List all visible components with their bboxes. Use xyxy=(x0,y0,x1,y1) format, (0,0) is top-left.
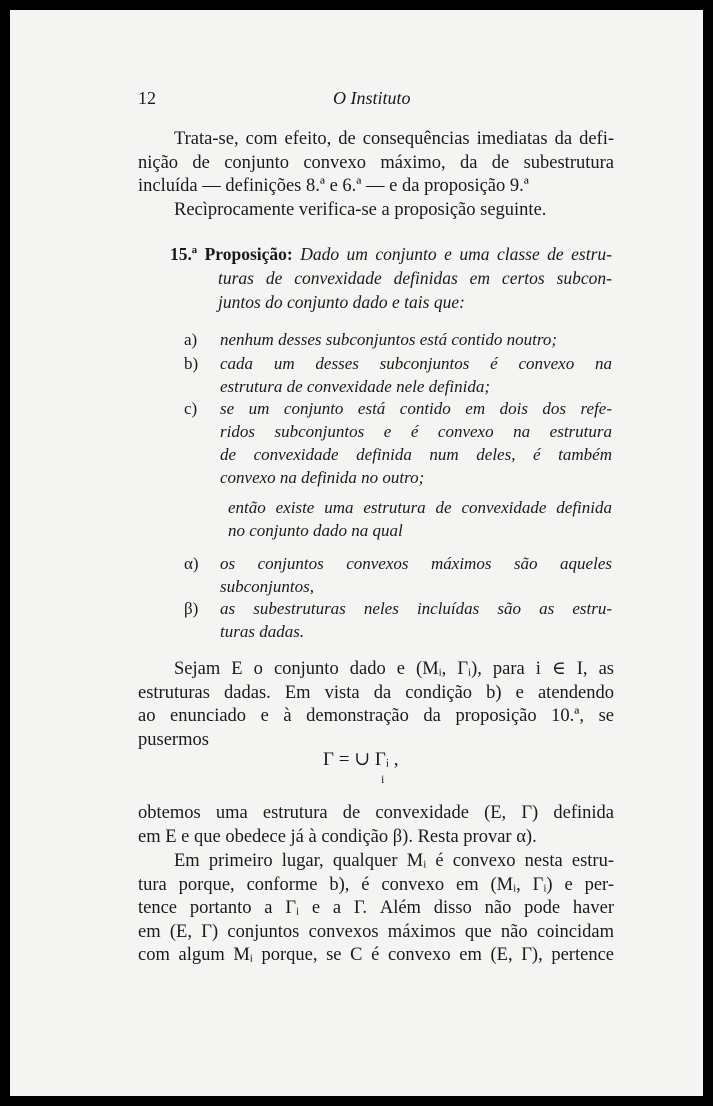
book-page xyxy=(10,10,703,1096)
text-line: pusermos xyxy=(138,729,209,750)
condition-b xyxy=(184,352,612,398)
text-line: estruturas dadas. Em vista da condição b) e atendendo xyxy=(138,682,614,703)
proposition-line: turas de convexidade definidas em certos subcon- xyxy=(218,268,612,288)
text-line: de convexidade definida num deles, é também xyxy=(220,445,612,464)
formula xyxy=(323,748,399,786)
text-line: ao enunciado e à demonstração da proposição 10.ª, se xyxy=(138,706,614,726)
text-line: nenhum desses subconjuntos está contido noutro; xyxy=(220,330,557,349)
text-line: em (E, Γ) conjuntos convexos máximos que não coincidam xyxy=(138,921,614,942)
text-line: ridos subconjuntos e é convexo na estrutura xyxy=(220,422,612,441)
text-line: estrutura de convexidade nele definida; xyxy=(220,377,491,396)
proposition-15 xyxy=(170,242,612,314)
paragraph-3 xyxy=(138,658,614,752)
item-label: α) xyxy=(184,554,199,573)
proposition-line: juntos do conjunto dado e tais que: xyxy=(218,292,465,312)
text-line: nição de conjunto convexo máximo, da de subestrutura xyxy=(138,152,614,173)
page-number: 12 xyxy=(138,88,156,108)
text-line: com algum Mᵢ porque, se C é convexo em (E, Γ), pertence xyxy=(138,945,614,965)
item-alpha xyxy=(184,552,612,598)
running-title: O Instituto xyxy=(333,88,411,108)
proposition-label: 15.ª Proposição: xyxy=(170,244,293,264)
text-line: subconjuntos, xyxy=(220,577,314,596)
item-label: β) xyxy=(184,599,199,618)
proposition-line: Dado um conjunto e uma classe de estru- xyxy=(300,244,612,264)
text-line: obtemos uma estrutura de convexidade (E, Γ) definida xyxy=(138,803,614,823)
then-clause xyxy=(228,496,612,542)
text-line: incluída — definições 8.ª e 6.ª — e da proposição 9.ª xyxy=(138,176,529,196)
text-line: em E e que obedece já à condição β). Resta provar α). xyxy=(138,826,537,847)
text-line: tura porque, conforme b), é convexo em (Mᵢ, Γᵢ) e per- xyxy=(138,874,614,895)
formula-main: Γ = ∪ Γᵢ , xyxy=(323,749,399,770)
item-label: c) xyxy=(184,399,198,418)
text-line: as subestruturas neles incluídas são as estru- xyxy=(220,599,612,618)
text-line: cada um desses subconjuntos é convexo na xyxy=(220,354,612,373)
text-line: no conjunto dado na qual xyxy=(228,521,403,540)
text-line xyxy=(170,242,612,266)
paragraph-4 xyxy=(138,802,614,849)
paragraph-1 xyxy=(138,128,614,222)
text-line: Sejam E o conjunto dado e (Mᵢ, Γᵢ), para i ∈ I, as xyxy=(174,659,614,679)
formula-subscript: i xyxy=(381,772,385,786)
text-line: tence portanto a Γᵢ e a Γ. Além disso não pode haver xyxy=(138,898,614,918)
text-line: os conjuntos convexos máximos são aqueles xyxy=(220,554,612,573)
condition-c xyxy=(184,397,612,489)
item-label: a) xyxy=(184,330,198,349)
text-line: se um conjunto está contido em dois dos refe- xyxy=(220,399,612,418)
text-line: Em primeiro lugar, qualquer Mᵢ é convexo nesta estru- xyxy=(174,851,614,871)
text-line: Trata-se, com efeito, de consequências imediatas da defi- xyxy=(174,129,614,149)
paragraph-5 xyxy=(138,850,614,968)
paragraph-2: Recìprocamente verifica-se a proposição seguinte. xyxy=(174,199,547,220)
item-label: b) xyxy=(184,354,199,373)
condition-a xyxy=(184,328,612,351)
text-line: turas dadas. xyxy=(220,622,305,641)
item-beta xyxy=(184,597,612,643)
text-line: convexo na definida no outro; xyxy=(220,468,425,487)
text-line: então existe uma estrutura de convexidade definida xyxy=(228,498,612,517)
